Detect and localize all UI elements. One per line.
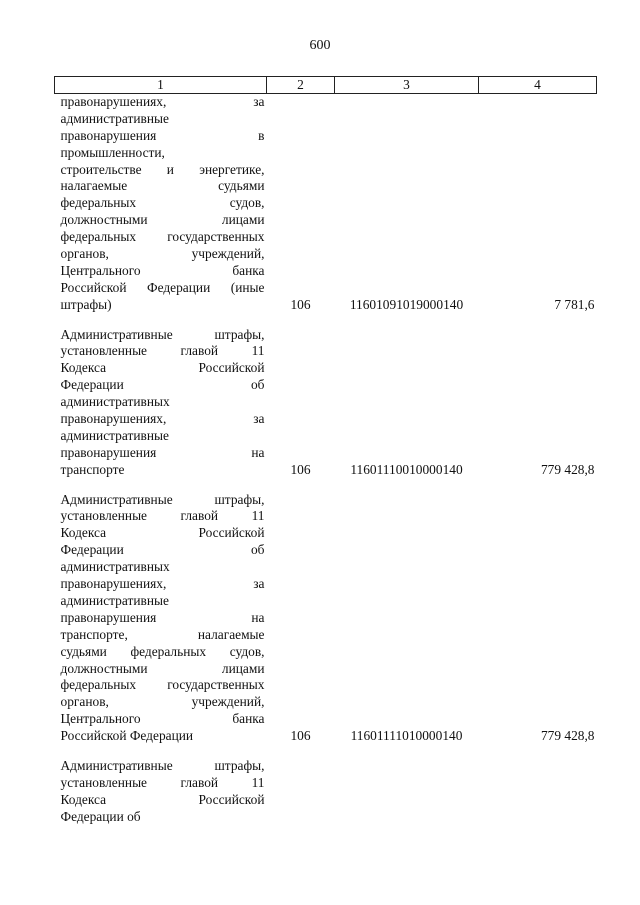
description-cell	[55, 94, 267, 314]
description-line: органов, учреждений,	[60, 246, 265, 262]
description-line: установленные главой 11	[60, 508, 265, 524]
row-gap-cell	[55, 479, 597, 492]
row-gap-cell	[55, 314, 597, 327]
description-line: правонарушения на	[60, 609, 265, 625]
amount-cell: 7 781,6	[554, 296, 595, 312]
admin-code-cell: 106	[290, 296, 311, 312]
description-line: установленные главой 11	[60, 774, 265, 790]
description-line: органов, учреждений,	[60, 694, 265, 710]
description-line: Федерации об	[60, 808, 141, 824]
budget-code-cell: 11601111010000140	[350, 728, 463, 744]
row-gap	[55, 314, 597, 327]
description-line: федеральных судов,	[60, 195, 265, 211]
description-line: Центрального банка	[60, 711, 265, 727]
table-header	[55, 77, 597, 94]
description-cell	[55, 492, 267, 745]
description-line: Административные штрафы,	[60, 326, 265, 342]
description-line: федеральных государственных	[60, 677, 265, 693]
description-line: Федерации об	[60, 542, 265, 558]
description-line: Российской Федерации	[60, 728, 194, 744]
admin-code-cell	[267, 758, 335, 826]
description-line: Административные штрафы,	[60, 491, 265, 507]
description-line: штрафы)	[60, 296, 112, 312]
description-line: административные	[60, 592, 169, 608]
column-header-3: 3	[335, 77, 479, 94]
description-line: транспорте, налагаемые	[60, 626, 265, 642]
description-line: судьями федеральных судов,	[60, 643, 265, 659]
description-cell	[55, 327, 267, 479]
description-line: строительстве и энергетике,	[60, 161, 265, 177]
description-line: федеральных государственных	[60, 229, 265, 245]
amount-cell	[479, 758, 597, 826]
description-line: Кодекса Российской	[60, 360, 265, 376]
description-line: правонарушения на	[60, 444, 265, 460]
amount-cell: 779 428,8	[540, 728, 595, 744]
description-line: Административные штрафы,	[60, 757, 265, 773]
description-line: установленные главой 11	[60, 343, 265, 359]
column-header-1: 1	[55, 77, 267, 94]
description-line: налагаемые судьями	[60, 178, 265, 194]
header-row	[55, 77, 597, 94]
table-body	[55, 94, 597, 826]
description-line: Российской Федерации (иные	[60, 279, 265, 295]
description-line: правонарушениях, за	[60, 411, 265, 427]
description-line: промышленности,	[60, 144, 165, 160]
description-line: административных	[60, 394, 170, 410]
amount-cell: 779 428,8	[540, 461, 595, 477]
description-line: правонарушениях, за	[60, 576, 265, 592]
description-line: транспорте	[60, 461, 125, 477]
description-line: административных	[60, 559, 170, 575]
row-gap-cell	[55, 745, 597, 758]
table-row	[55, 758, 597, 826]
page-number: 600	[309, 38, 331, 53]
description-line: должностными лицами	[60, 212, 265, 228]
description-line: Кодекса Российской	[60, 525, 265, 541]
table-row	[55, 492, 597, 745]
table-row	[55, 327, 597, 479]
description-line: правонарушениях, за	[60, 94, 265, 109]
description-line: административные	[60, 110, 169, 126]
admin-code-cell: 106	[290, 461, 311, 477]
row-gap	[55, 479, 597, 492]
description-line: административные	[60, 427, 169, 443]
description-line: Кодекса Российской	[60, 791, 265, 807]
description-cell	[55, 758, 267, 826]
budget-code-cell: 11601091019000140	[349, 296, 464, 312]
column-header-4: 4	[479, 77, 597, 94]
description-line: должностными лицами	[60, 660, 265, 676]
description-line: Федерации об	[60, 377, 265, 393]
column-header-2: 2	[267, 77, 335, 94]
budget-code-cell	[335, 758, 479, 826]
table-row	[55, 94, 597, 314]
admin-code-cell: 106	[290, 728, 311, 744]
budget-code-cell: 11601110010000140	[350, 461, 463, 477]
description-line: правонарушения в	[60, 127, 265, 143]
description-line: Центрального банка	[60, 262, 265, 278]
budget-table	[54, 76, 597, 826]
row-gap	[55, 745, 597, 758]
